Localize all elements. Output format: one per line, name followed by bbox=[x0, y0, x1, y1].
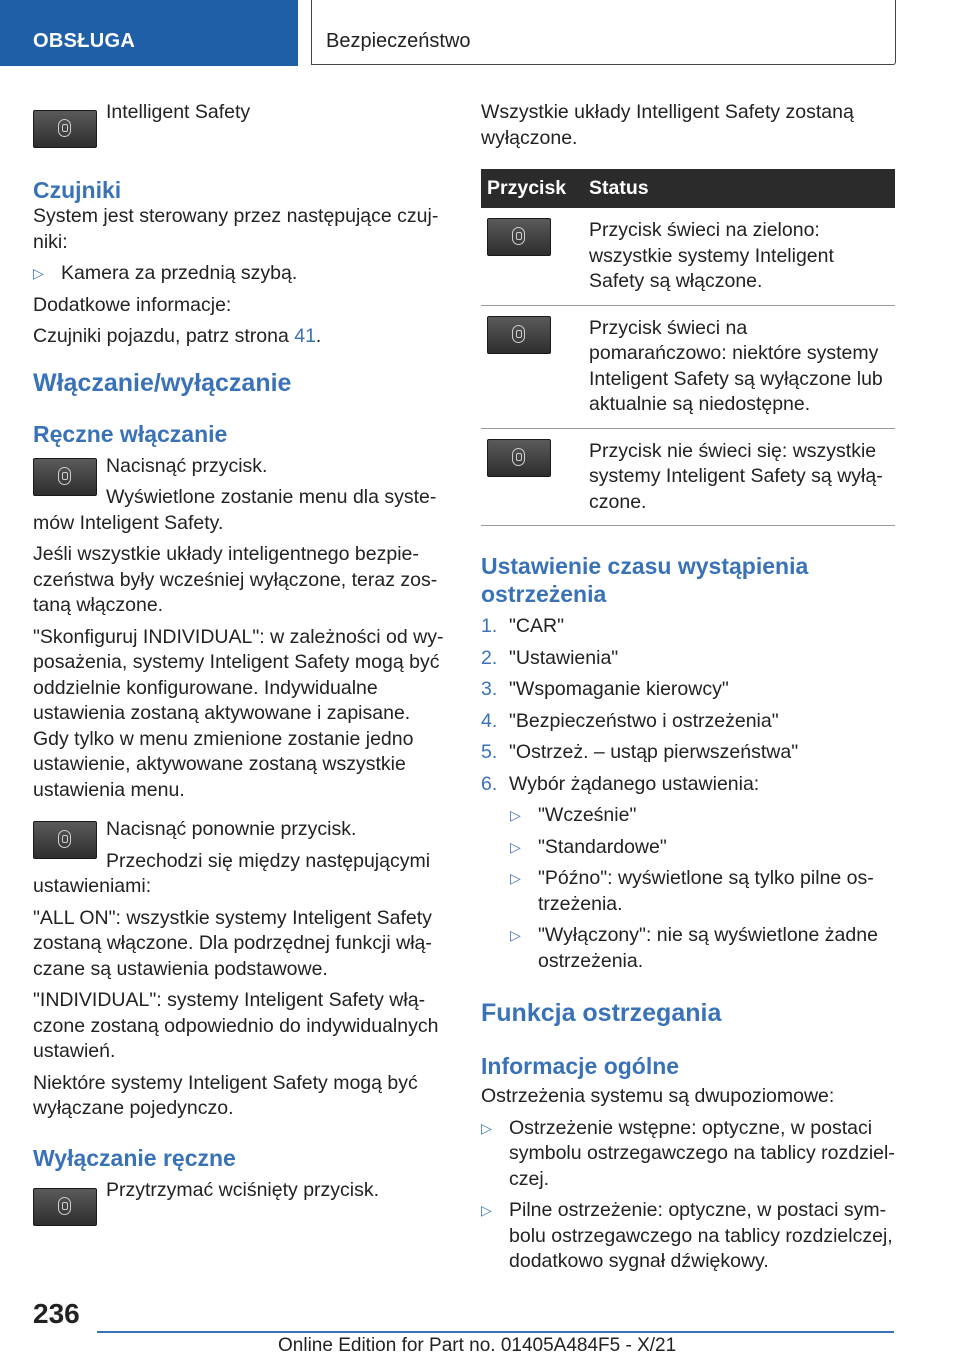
intelligent-safety-button-icon bbox=[33, 458, 97, 496]
intro-button-row bbox=[33, 100, 447, 156]
section-title: OBSŁUGA bbox=[33, 30, 136, 52]
list-item: ▷ Kamera za przednią szybą. bbox=[33, 261, 447, 287]
footer-divider bbox=[97, 1331, 894, 1333]
table-row bbox=[481, 208, 895, 305]
table-row bbox=[481, 305, 895, 428]
cycle-settings-text: Przechodzi się między następującymi ustawieniami: bbox=[33, 849, 431, 897]
chapter-tab bbox=[311, 0, 896, 65]
list-item: 4. "Bezpieczeństwo i ostrzeżenia" bbox=[481, 709, 779, 732]
options-list bbox=[481, 803, 895, 974]
section-tab bbox=[0, 0, 298, 66]
sensors-reference bbox=[33, 324, 447, 350]
list-item: ▷ Ostrzeżenie wstępne: optyczne, w postaci symbolu ostrzegawczego na tablicy rozdzielczej. bbox=[481, 1116, 895, 1193]
manual-on-heading: Ręczne włączanie bbox=[33, 420, 228, 447]
list-item: 6. Wybór żądanego ustawienia: bbox=[481, 772, 760, 795]
intro-label: Intelligent Safety bbox=[106, 101, 251, 123]
all-on-paragraph: "ALL ON": wszystkie systemy Inteligent Safety zostaną włączone. Dla podrzędnej funkcji włączane są ustawienia podstawowe. bbox=[33, 906, 432, 980]
manual-off-heading: Wyłączanie ręczne bbox=[33, 1144, 236, 1171]
warning-heading: Funkcja ostrzegania bbox=[481, 999, 722, 1027]
page-header bbox=[0, 0, 960, 66]
table-header-status: Status bbox=[583, 169, 895, 208]
press-button-text: Nacisnąć przycisk. bbox=[106, 454, 268, 477]
some-systems-paragraph: Niektóre systemy Inteligent Safety mogą być wyłączane pojedynczo. bbox=[33, 1071, 418, 1119]
press-again-row bbox=[33, 817, 447, 843]
hold-button-text: Przytrzymać wciśnięty przycisk. bbox=[106, 1178, 380, 1201]
list-item: ▷ "Standardowe" bbox=[481, 835, 895, 861]
intelligent-safety-button-icon bbox=[33, 110, 97, 148]
table-header-row bbox=[481, 169, 895, 208]
button-off-icon bbox=[487, 439, 551, 477]
table-row bbox=[481, 428, 895, 526]
all-off-paragraph: Jeśli wszystkie układy inteligentnego bezpieczeństwa były wcześniej wyłączone, teraz zostaną włączone. bbox=[33, 543, 438, 616]
list-item: 2. "Ustawienia" bbox=[481, 646, 619, 669]
list-item: 3. "Wspomaganie kierowcy" bbox=[481, 678, 729, 700]
button-green-icon bbox=[487, 218, 551, 256]
individual-paragraph: "INDIVIDUAL": systemy Inteligent Safety włączone zostaną odpowiednio do indywidualnych ustawień. bbox=[33, 989, 439, 1062]
intelligent-safety-button-icon bbox=[33, 821, 97, 859]
onoff-heading: Włączanie/wyłączanie bbox=[33, 368, 292, 397]
sensors-list bbox=[33, 261, 447, 287]
right-column bbox=[481, 100, 895, 1281]
levels-text: Ostrzeżenia systemu są dwupoziomowe: bbox=[481, 1085, 835, 1107]
reference-prefix: Czujniki pojazdu, patrz strona bbox=[33, 325, 289, 347]
left-column bbox=[33, 100, 447, 1228]
hold-button-row bbox=[33, 1178, 447, 1228]
list-item: ▷ "Wcześnie" bbox=[481, 803, 895, 829]
general-heading: Informacje ogólne bbox=[481, 1053, 680, 1079]
intelligent-safety-button-icon bbox=[33, 1188, 97, 1226]
press-again-text: Nacisnąć ponownie przycisk. bbox=[106, 818, 357, 840]
reference-suffix: . bbox=[315, 325, 322, 347]
list-item: 5. "Ostrzeż. – ustąp pierwszeństwa" bbox=[481, 741, 799, 763]
page-number: 236 bbox=[33, 1298, 80, 1329]
edition-text: Online Edition for Part no. 01405A484F5 - X/21 bbox=[278, 1335, 677, 1356]
levels-list bbox=[481, 1116, 895, 1275]
chapter-title: Bezpieczeństwo bbox=[326, 30, 471, 52]
sensors-heading: Czujniki bbox=[33, 177, 122, 203]
timing-heading: Ustawienie czasu wystąpienia ostrzeżenia bbox=[481, 553, 809, 607]
list-item: ▷ Pilne ostrzeżenie: optyczne, w postaci symbolu ostrzegawczego na tablicy rozdzielczej, dodatkowo sygnał dźwiękowy. bbox=[481, 1198, 895, 1275]
page-link-41[interactable]: 41 bbox=[294, 325, 316, 347]
table-cell: Przycisk nie świeci się: wszystkie systemy Inteligent Safety są wyłączone. bbox=[583, 428, 895, 526]
list-item: ▷ "Późno": wyświetlone są tylko pilne ostrzeżenia. bbox=[481, 866, 895, 917]
button-orange-icon bbox=[487, 316, 551, 354]
menu-shown-text: Wyświetlone zostanie menu dla systemów Inteligent Safety. bbox=[33, 486, 437, 534]
press-button-row bbox=[33, 454, 447, 480]
list-item: 1. "CAR" bbox=[481, 615, 565, 637]
table-cell: Przycisk świeci na zielono: wszystkie systemy Inteligent Safety są włączone. bbox=[583, 208, 895, 305]
table-header-button: Przycisk bbox=[481, 169, 583, 208]
steps-list bbox=[481, 614, 895, 797]
more-info-label: Dodatkowe informacje: bbox=[33, 293, 232, 316]
table-cell: Przycisk świeci na pomarańczowo: niektóre systemy Inteligent Safety są wyłączone lub aktualnie są niedostępne. bbox=[583, 305, 895, 428]
configure-paragraph: "Skonfiguruj INDIVIDUAL": w zależności od wyposażenia, systemy Inteligent Safety mogą być oddzielnie konfigurowane. Indywidualne ustawienia zostaną aktywowane i zapisane. Gdy tylko w menu zmienione zostanie jedno ustawienie, aktywowane zostaną wszystkie ustawienia menu. bbox=[33, 625, 444, 801]
status-table bbox=[481, 169, 895, 526]
list-item: ▷ "Wyłączony": nie są wyświetlone żadne ostrzeżenia. bbox=[481, 923, 895, 974]
sensors-text: System jest sterowany przez następujące czujniki: bbox=[33, 205, 439, 253]
all-off-text: Wszystkie układy Intelligent Safety zostaną wyłączone. bbox=[481, 101, 854, 149]
